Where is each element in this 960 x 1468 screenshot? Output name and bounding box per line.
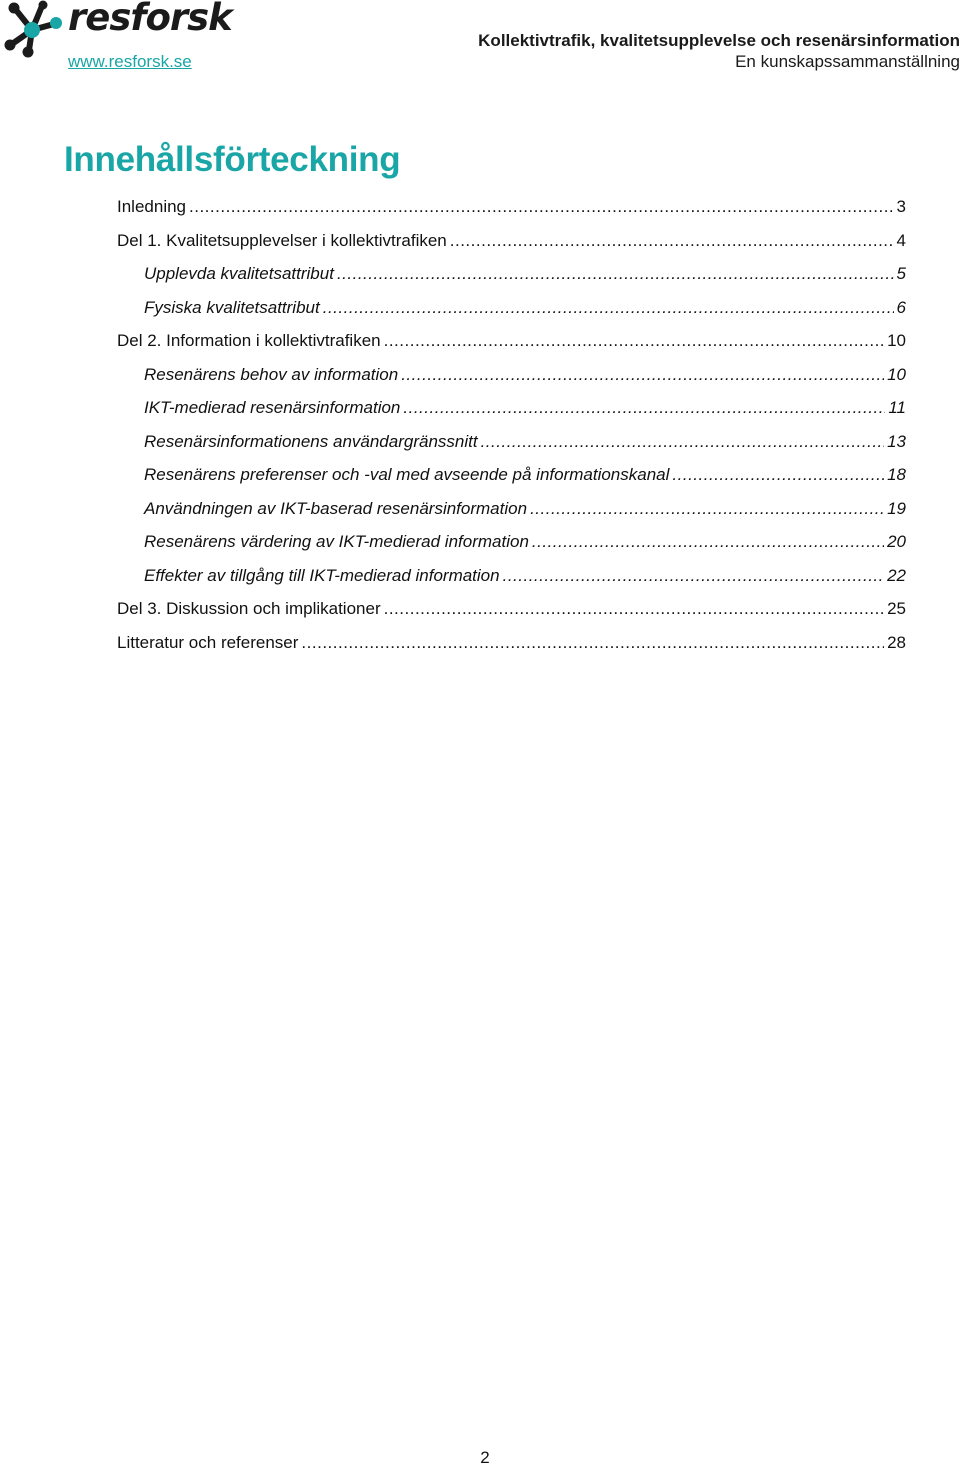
toc-dot-leader [384,324,884,358]
toc-dot-leader [323,291,894,325]
toc-entry-title: Fysiska kvalitetsattribut [144,298,320,317]
toc-entry[interactable] [117,592,906,626]
toc-dot-leader [481,425,885,459]
toc-heading: Innehållsförteckning [64,140,401,179]
toc-entry-title: Resenärens behov av information [144,365,399,384]
website-link[interactable]: www.resforsk.se [68,52,192,71]
toc-dot-leader [503,559,884,593]
toc-entry-title: Inledning [117,197,187,216]
toc-entry-title: Litteratur och referenser [117,633,299,652]
toc-entry-page: 20 [887,532,906,551]
toc-entry[interactable] [117,190,906,224]
logo-wordmark: resforsk [68,0,232,39]
toc-subentry[interactable] [144,358,906,392]
toc-dot-leader [403,391,885,425]
toc-entry-page: 28 [887,633,906,652]
toc-subentry[interactable] [144,257,906,291]
toc-entry-title: Del 1. Kvalitetsupplevelser i kollektivtrafiken [117,231,447,250]
toc-entry-page: 6 [896,298,906,317]
document-header [478,30,960,73]
toc-dot-leader [450,224,894,258]
resforsk-logo [2,0,232,80]
document-subtitle: En kunskapssammanställning [735,52,960,71]
toc-subentry[interactable] [144,492,906,526]
toc-dot-leader [532,525,884,559]
toc-entry[interactable] [117,224,906,258]
toc-entry-title: Del 3. Diskussion och implikationer [117,599,381,618]
toc-entry-title: Upplevda kvalitetsattribut [144,264,334,283]
toc-entry-page: 25 [887,599,906,618]
toc-entry-page: 19 [887,499,906,518]
toc-entry-page: 13 [887,432,906,451]
toc-entry-page: 5 [896,264,906,283]
toc-dot-leader [401,358,884,392]
toc-entry-page: 11 [888,398,906,417]
document-title: Kollektivtrafik, kvalitetsupplevelse och resenärsinformation [478,31,960,50]
toc-dot-leader [301,626,884,660]
toc-entry-page: 10 [887,331,906,350]
toc-dot-leader [189,190,894,224]
page-number: 2 [480,1448,490,1467]
toc-dot-leader [384,592,884,626]
toc-subentry[interactable] [144,458,906,492]
toc-subentry[interactable] [144,291,906,325]
toc-entry-title: Resenärens värdering av IKT-medierad information [144,532,529,551]
toc-dot-leader [672,458,884,492]
toc-entry[interactable] [117,626,906,660]
toc-subentry[interactable] [144,559,906,593]
toc-entry-title: Del 2. Information i kollektivtrafiken [117,331,381,350]
toc-subentry[interactable] [144,525,906,559]
toc-entry-page: 18 [887,465,906,484]
toc-dot-leader [530,492,884,526]
toc-entry-page: 22 [887,566,906,585]
toc-entry[interactable] [117,324,906,358]
toc-entry-title: Resenärsinformationens användargränssnitt [144,432,478,451]
toc-entry-title: Användningen av IKT-baserad resenärsinformation [144,499,528,518]
toc-entry-title: Resenärens preferenser och -val med avseende på informationskanal [144,465,670,484]
toc-subentry[interactable] [144,391,906,425]
resforsk-molecule-icon [2,0,66,60]
toc-entry-page: 4 [896,231,906,250]
toc-dot-leader [337,257,894,291]
toc-entry-title: IKT-medierad resenärsinformation [144,398,401,417]
toc-entry-page: 3 [896,197,906,216]
toc-entry-page: 10 [887,365,906,384]
toc-entry-title: Effekter av tillgång till IKT-medierad information [144,566,500,585]
toc-subentry[interactable] [144,425,906,459]
